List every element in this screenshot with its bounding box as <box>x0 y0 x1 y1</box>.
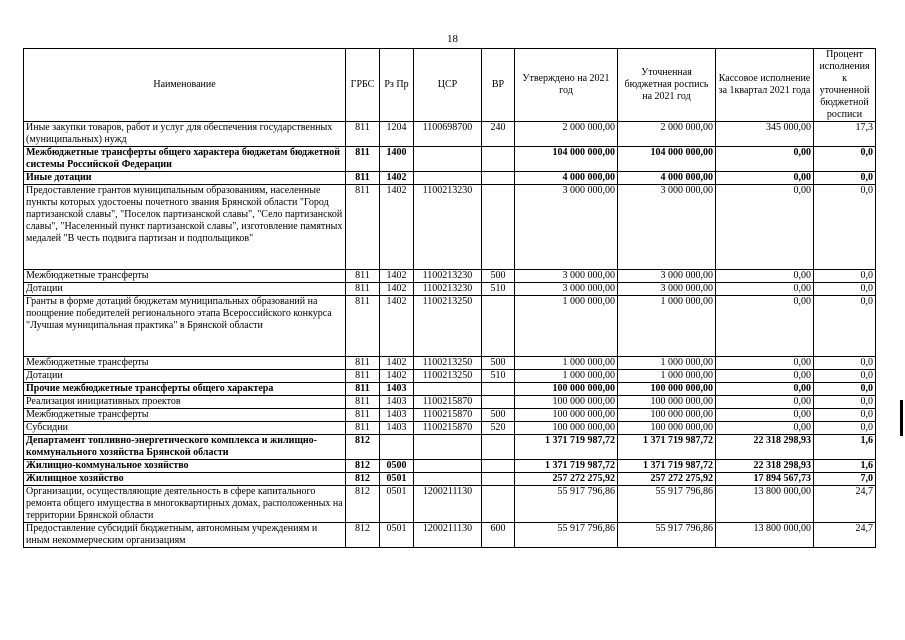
cell-approved: 1 000 000,00 <box>515 370 618 383</box>
cell-rzpr: 1402 <box>380 185 414 270</box>
cell-name: Прочие межбюджетные трансферты общего характера <box>24 383 346 396</box>
cell-approved: 4 000 000,00 <box>515 172 618 185</box>
cell-percent: 1,6 <box>814 460 876 473</box>
table-row <box>24 147 876 172</box>
cell-rzpr: 1403 <box>380 383 414 396</box>
table-row <box>24 460 876 473</box>
cell-name: Реализация инициативных проектов <box>24 396 346 409</box>
table-row <box>24 422 876 435</box>
table-row <box>24 409 876 422</box>
cell-grbs: 812 <box>346 523 380 548</box>
cell-rzpr: 1403 <box>380 396 414 409</box>
cell-refined: 4 000 000,00 <box>618 172 716 185</box>
cell-cash: 0,00 <box>716 422 814 435</box>
header-cash: Кассовое исполнение за 1квартал 2021 года <box>716 49 814 122</box>
cell-grbs: 811 <box>346 357 380 370</box>
cell-percent: 0,0 <box>814 409 876 422</box>
table-row <box>24 396 876 409</box>
cell-rzpr: 1402 <box>380 172 414 185</box>
cell-csr <box>414 172 482 185</box>
cell-grbs: 811 <box>346 185 380 270</box>
cell-vr: 510 <box>482 283 515 296</box>
cell-refined: 1 000 000,00 <box>618 370 716 383</box>
table-row <box>24 486 876 523</box>
cell-cash: 0,00 <box>716 383 814 396</box>
cell-approved: 1 000 000,00 <box>515 357 618 370</box>
cell-rzpr: 1400 <box>380 147 414 172</box>
cell-grbs: 812 <box>346 473 380 486</box>
table-row <box>24 283 876 296</box>
cell-percent: 0,0 <box>814 147 876 172</box>
cell-percent: 0,0 <box>814 370 876 383</box>
cell-vr: 500 <box>482 270 515 283</box>
cell-cash: 345 000,00 <box>716 122 814 147</box>
cell-vr <box>482 185 515 270</box>
cell-approved: 100 000 000,00 <box>515 383 618 396</box>
cell-cash: 0,00 <box>716 370 814 383</box>
cell-name: Межбюджетные трансферты <box>24 270 346 283</box>
cell-vr <box>482 396 515 409</box>
cell-cash: 0,00 <box>716 270 814 283</box>
cell-rzpr: 1402 <box>380 270 414 283</box>
cell-vr: 240 <box>482 122 515 147</box>
header-refined: Уточненная бюджетная роспись на 2021 год <box>618 49 716 122</box>
cell-rzpr: 0500 <box>380 460 414 473</box>
cell-approved: 3 000 000,00 <box>515 185 618 270</box>
cell-approved: 1 000 000,00 <box>515 296 618 357</box>
cell-vr: 500 <box>482 409 515 422</box>
cell-refined: 1 371 719 987,72 <box>618 435 716 460</box>
cell-grbs: 811 <box>346 270 380 283</box>
header-rzpr: Рз Пр <box>380 49 414 122</box>
cell-vr <box>482 296 515 357</box>
page-number: 18 <box>447 33 458 45</box>
cell-grbs: 811 <box>346 122 380 147</box>
cell-rzpr: 1402 <box>380 296 414 357</box>
cell-csr: 1100213230 <box>414 185 482 270</box>
cell-percent: 0,0 <box>814 383 876 396</box>
cell-rzpr: 1403 <box>380 409 414 422</box>
cell-cash: 0,00 <box>716 396 814 409</box>
cell-approved: 55 917 796,86 <box>515 486 618 523</box>
cell-refined: 1 000 000,00 <box>618 357 716 370</box>
cell-approved: 1 371 719 987,72 <box>515 460 618 473</box>
cell-csr <box>414 383 482 396</box>
cell-csr: 1100213250 <box>414 357 482 370</box>
cell-name: Межбюджетные трансферты общего характера бюджетам бюджетной системы Российской Федерации <box>24 147 346 172</box>
budget-table <box>23 48 876 548</box>
cell-approved: 2 000 000,00 <box>515 122 618 147</box>
cell-grbs: 811 <box>346 422 380 435</box>
cell-cash: 0,00 <box>716 357 814 370</box>
cell-name: Межбюджетные трансферты <box>24 409 346 422</box>
cell-refined: 104 000 000,00 <box>618 147 716 172</box>
cell-vr <box>482 460 515 473</box>
cell-csr: 1100215870 <box>414 396 482 409</box>
cell-vr <box>482 486 515 523</box>
table-row <box>24 523 876 548</box>
cell-rzpr <box>380 435 414 460</box>
table-row <box>24 296 876 357</box>
cell-approved: 104 000 000,00 <box>515 147 618 172</box>
cell-refined: 1 000 000,00 <box>618 296 716 357</box>
table-row <box>24 270 876 283</box>
cell-grbs: 812 <box>346 460 380 473</box>
cell-vr: 510 <box>482 370 515 383</box>
cell-name: Предоставление субсидий бюджетным, автономным учреждениям и иным некоммерческим организациям <box>24 523 346 548</box>
cell-name: Субсидии <box>24 422 346 435</box>
cell-csr: 1100213230 <box>414 283 482 296</box>
cell-percent: 7,0 <box>814 473 876 486</box>
cell-refined: 1 371 719 987,72 <box>618 460 716 473</box>
cell-csr: 1100215870 <box>414 422 482 435</box>
cell-name: Иные закупки товаров, работ и услуг для обеспечения государственных (муниципальных) нужд <box>24 122 346 147</box>
cell-percent: 24,7 <box>814 523 876 548</box>
cell-grbs: 811 <box>346 172 380 185</box>
cell-csr: 1100698700 <box>414 122 482 147</box>
cell-rzpr: 1403 <box>380 422 414 435</box>
cell-percent: 17,3 <box>814 122 876 147</box>
cell-approved: 1 371 719 987,72 <box>515 435 618 460</box>
cell-rzpr: 0501 <box>380 523 414 548</box>
table-row <box>24 370 876 383</box>
table-row <box>24 172 876 185</box>
cell-percent: 0,0 <box>814 422 876 435</box>
cell-rzpr: 1402 <box>380 283 414 296</box>
cell-percent: 0,0 <box>814 185 876 270</box>
table-row <box>24 383 876 396</box>
cell-cash: 22 318 298,93 <box>716 460 814 473</box>
cell-percent: 1,6 <box>814 435 876 460</box>
cell-cash: 22 318 298,93 <box>716 435 814 460</box>
cell-csr: 1100213250 <box>414 370 482 383</box>
cell-approved: 3 000 000,00 <box>515 270 618 283</box>
cell-grbs: 811 <box>346 147 380 172</box>
cell-refined: 100 000 000,00 <box>618 383 716 396</box>
cell-name: Организации, осуществляющие деятельность в сфере капитального ремонта общего имущества в многоквартирных домах, расположенных на территории Брянской области <box>24 486 346 523</box>
cell-grbs: 811 <box>346 409 380 422</box>
scan-margin-mark <box>900 400 903 436</box>
cell-refined: 100 000 000,00 <box>618 422 716 435</box>
cell-percent: 0,0 <box>814 283 876 296</box>
table-row <box>24 435 876 460</box>
cell-percent: 24,7 <box>814 486 876 523</box>
cell-refined: 55 917 796,86 <box>618 523 716 548</box>
cell-cash: 0,00 <box>716 296 814 357</box>
cell-rzpr: 1402 <box>380 370 414 383</box>
cell-vr <box>482 172 515 185</box>
table-row <box>24 357 876 370</box>
cell-vr: 600 <box>482 523 515 548</box>
header-row <box>24 49 876 122</box>
cell-name: Жилищно-коммунальное хозяйство <box>24 460 346 473</box>
cell-refined: 100 000 000,00 <box>618 409 716 422</box>
cell-name: Дотации <box>24 370 346 383</box>
cell-name: Гранты в форме дотаций бюджетам муниципальных образований на поощрение победителей регионального этапа Всероссийского конкурса "Лучшая муниципальная практика" в Брянской области <box>24 296 346 357</box>
cell-approved: 100 000 000,00 <box>515 422 618 435</box>
cell-vr: 520 <box>482 422 515 435</box>
cell-name: Предоставление грантов муниципальным образованиям, населенные пункты которых удостоены почетного звания Брянской области "Город партизанской славы", "Поселок партизанской славы", "Село партизанской славы", "Населенный пункт партизанской славы", изготовление памятных медалей "В честь подвига партизан и подпольщиков" <box>24 185 346 270</box>
cell-percent: 0,0 <box>814 296 876 357</box>
cell-vr <box>482 147 515 172</box>
cell-approved: 100 000 000,00 <box>515 409 618 422</box>
cell-grbs: 811 <box>346 396 380 409</box>
cell-refined: 55 917 796,86 <box>618 486 716 523</box>
cell-csr <box>414 473 482 486</box>
cell-name: Иные дотации <box>24 172 346 185</box>
cell-name: Департамент топливно-энергетического комплекса и жилищно-коммунального хозяйства Брянской области <box>24 435 346 460</box>
cell-refined: 3 000 000,00 <box>618 185 716 270</box>
cell-cash: 17 894 567,73 <box>716 473 814 486</box>
cell-cash: 0,00 <box>716 283 814 296</box>
cell-approved: 100 000 000,00 <box>515 396 618 409</box>
cell-approved: 55 917 796,86 <box>515 523 618 548</box>
cell-cash: 0,00 <box>716 172 814 185</box>
cell-approved: 3 000 000,00 <box>515 283 618 296</box>
cell-refined: 100 000 000,00 <box>618 396 716 409</box>
cell-rzpr: 1402 <box>380 357 414 370</box>
cell-csr <box>414 435 482 460</box>
cell-rzpr: 0501 <box>380 486 414 523</box>
cell-refined: 3 000 000,00 <box>618 283 716 296</box>
cell-grbs: 811 <box>346 370 380 383</box>
cell-grbs: 811 <box>346 283 380 296</box>
cell-cash: 13 800 000,00 <box>716 523 814 548</box>
table-row <box>24 185 876 270</box>
cell-vr <box>482 383 515 396</box>
cell-rzpr: 1204 <box>380 122 414 147</box>
cell-refined: 3 000 000,00 <box>618 270 716 283</box>
cell-csr <box>414 147 482 172</box>
cell-name: Дотации <box>24 283 346 296</box>
cell-refined: 257 272 275,92 <box>618 473 716 486</box>
cell-csr: 1200211130 <box>414 486 482 523</box>
cell-vr <box>482 473 515 486</box>
cell-refined: 2 000 000,00 <box>618 122 716 147</box>
cell-csr: 1100213230 <box>414 270 482 283</box>
table-row <box>24 473 876 486</box>
header-vr: ВР <box>482 49 515 122</box>
header-csr: ЦСР <box>414 49 482 122</box>
cell-rzpr: 0501 <box>380 473 414 486</box>
cell-name: Межбюджетные трансферты <box>24 357 346 370</box>
cell-percent: 0,0 <box>814 172 876 185</box>
cell-cash: 0,00 <box>716 409 814 422</box>
cell-percent: 0,0 <box>814 270 876 283</box>
header-approved: Утверждено на 2021 год <box>515 49 618 122</box>
cell-grbs: 811 <box>346 296 380 357</box>
cell-percent: 0,0 <box>814 357 876 370</box>
cell-vr: 500 <box>482 357 515 370</box>
cell-csr: 1200211130 <box>414 523 482 548</box>
cell-grbs: 812 <box>346 486 380 523</box>
cell-grbs: 812 <box>346 435 380 460</box>
header-name: Наименование <box>24 49 346 122</box>
cell-percent: 0,0 <box>814 396 876 409</box>
cell-vr <box>482 435 515 460</box>
header-grbs: ГРБС <box>346 49 380 122</box>
cell-cash: 0,00 <box>716 147 814 172</box>
cell-csr <box>414 460 482 473</box>
cell-csr: 1100213250 <box>414 296 482 357</box>
cell-cash: 0,00 <box>716 185 814 270</box>
table-row <box>24 122 876 147</box>
cell-csr: 1100215870 <box>414 409 482 422</box>
header-percent: Процент исполнения к уточненной бюджетной росписи <box>814 49 876 122</box>
cell-grbs: 811 <box>346 383 380 396</box>
cell-name: Жилищное хозяйство <box>24 473 346 486</box>
cell-cash: 13 800 000,00 <box>716 486 814 523</box>
cell-approved: 257 272 275,92 <box>515 473 618 486</box>
